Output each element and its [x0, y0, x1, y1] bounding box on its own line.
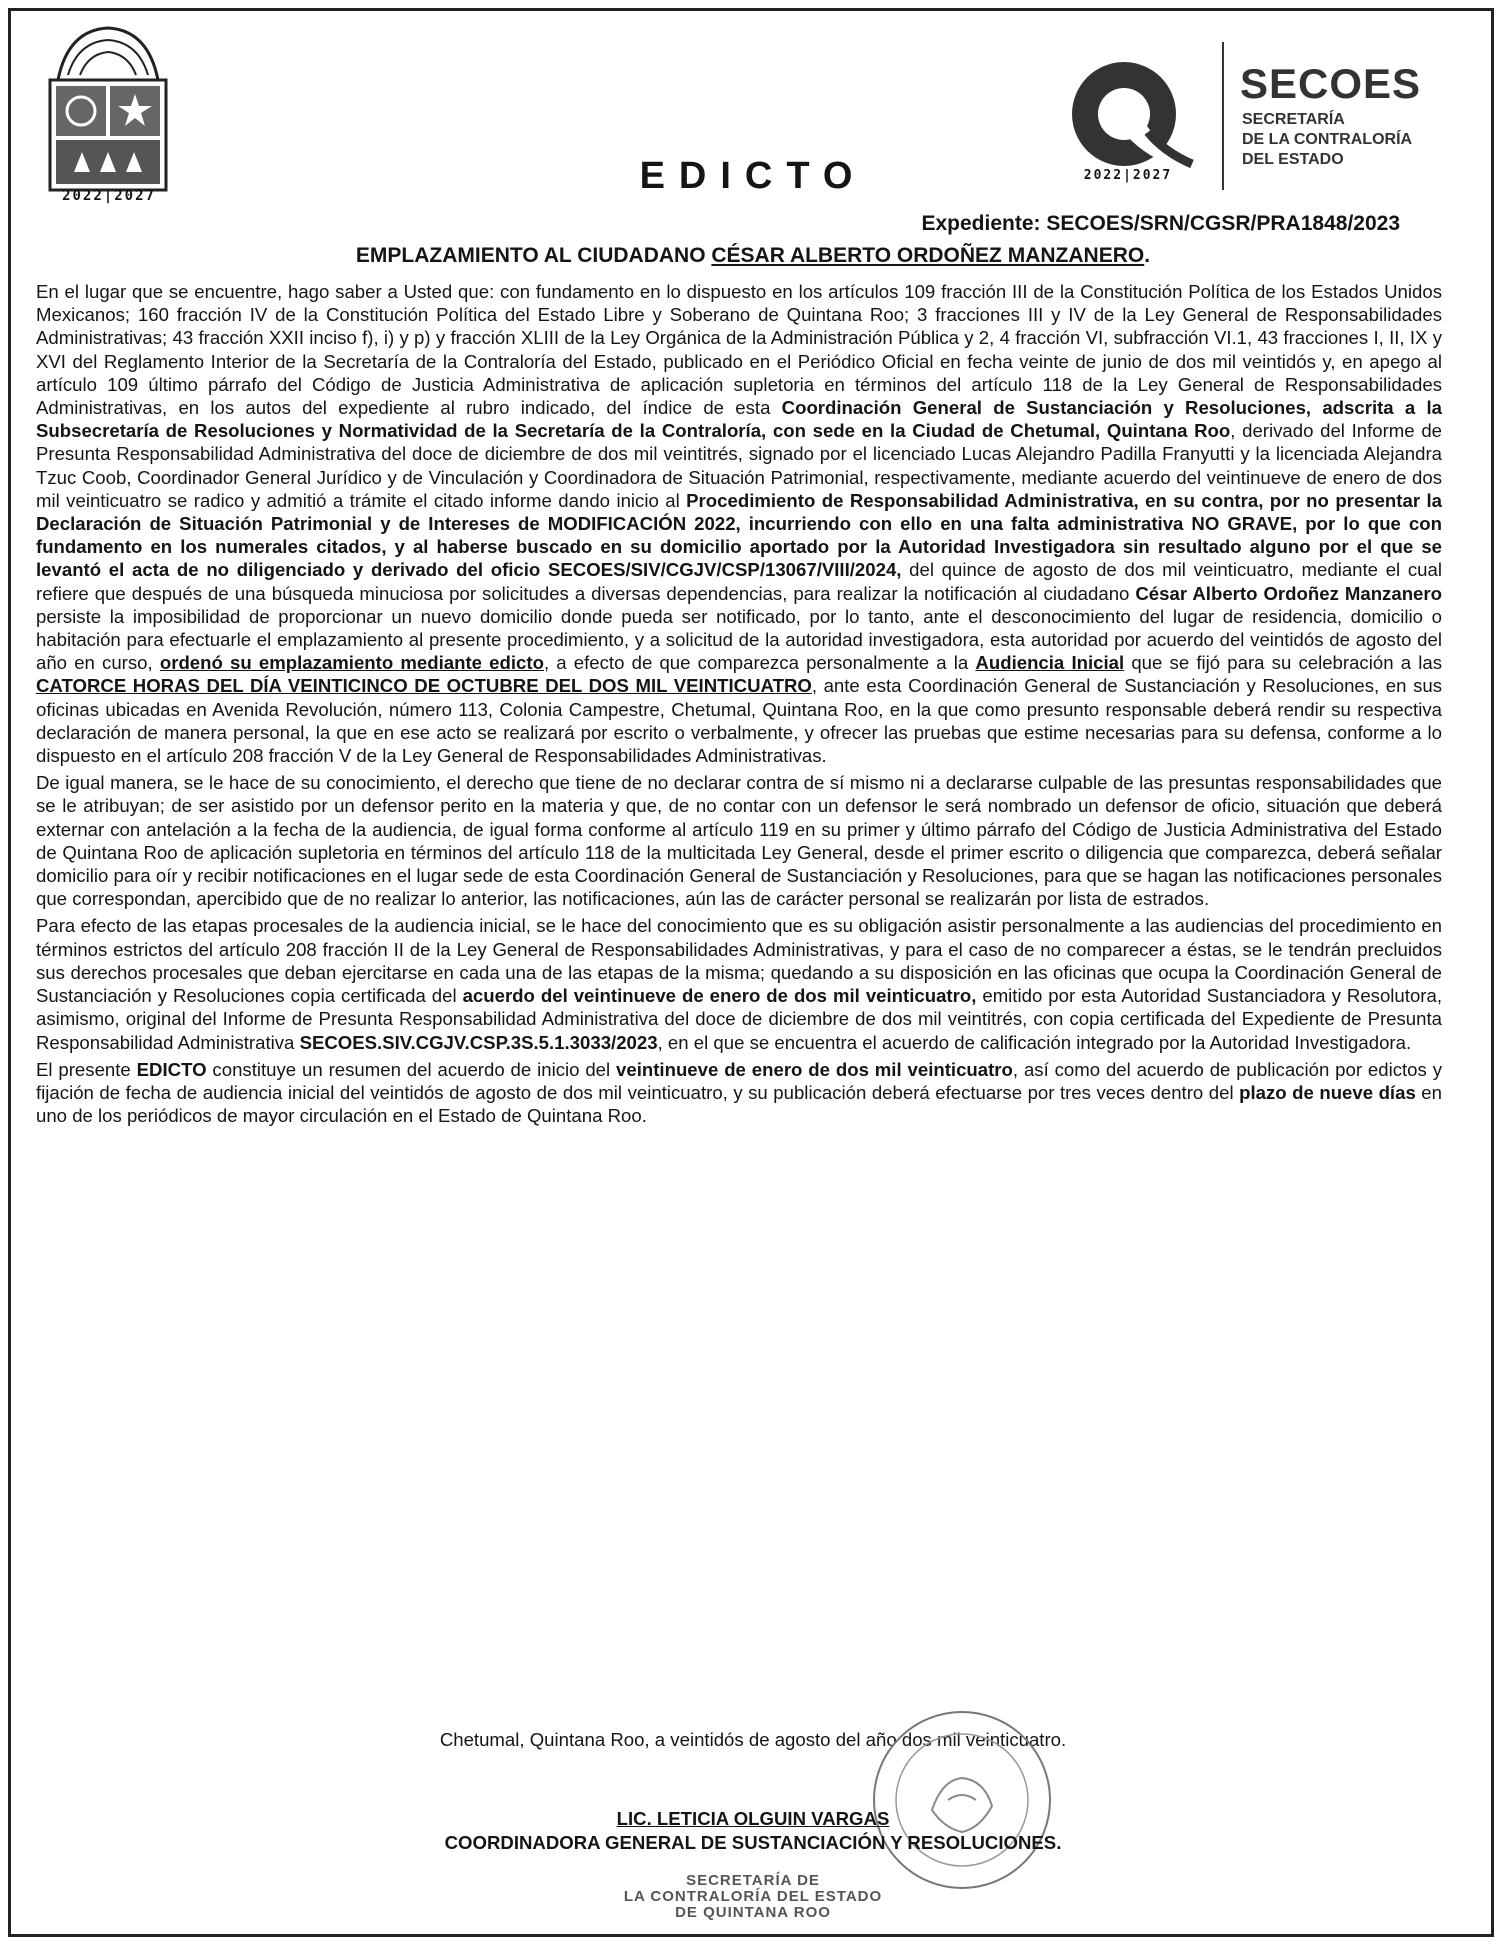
crest-year: 2022|2027: [62, 188, 156, 204]
signer-role: COORDINADORA GENERAL DE SUSTANCIACIÓN Y RESOLUCIONES.: [444, 1832, 1062, 1853]
paragraph-text: Para efecto de las etapas procesales de la audiencia inicial, se le hace del conocimiento que es su obligación asistir personalmente a las audiencias del procedimiento en términos estrictos del artículo 208 fracción II de la Ley General de Responsabilidades Administrativas, y para el caso de no comparecer a éstas, se le tendrán precluidos sus derechos procesales que deban ejercitarse en cada una de las etapas de la misma; quedando a su disposición en las oficinas que ocupa la Coordinación General de Sustanciación y Resoluciones copia certificada del: [36, 915, 1442, 1007]
emplazamiento-heading: [0, 244, 1506, 268]
signer-name: LIC. LETICIA OLGUIN VARGAS: [616, 1808, 890, 1829]
paragraph-text: EDICTO: [136, 1058, 207, 1080]
paragraph-text: César Alberto Ordoñez Manzanero: [1135, 582, 1442, 604]
paragraph-text: acuerdo del veintinueve de enero de dos mil veinticuatro,: [462, 985, 977, 1007]
paragraph-text: El presente: [36, 1058, 137, 1080]
paragraph-text: De igual manera, se le hace de su conocimiento, el derecho que tiene de no declarar contra de sí mismo ni a declararse culpable de las presuntas responsabilidades que se le atribuyan; de ser asistido por un defensor perito en la materia y que, de no contar con un defensor le será nombrado un defensor de oficio, situación que deberá externar con antelación a la fecha de la audiencia, de igual forma conforme al artículo 119 en su primer y último párrafo del Código de Justicia Administrativa del Estado de Quintana Roo de aplicación supletoria en términos del artículo 118 de la multicitada Ley General, desde el primer escrito o diligencia que comparezca, deberá señalar domicilio para oír y recibir notificaciones en el lugar sede de esta Coordinación General de Sustanciación y Resoluciones, para que se hagan las notificaciones personales que correspondan, apercibido que de no realizar lo anterior, las notificaciones, aún las de carácter personal se realizarán por lista de estrados.: [36, 772, 1442, 910]
stamp-line: SECRETARÍA DE: [686, 1872, 820, 1889]
paragraph-text: CATORCE HORAS DEL DÍA VEINTICINCO DE OCTUBRE DEL DOS MIL VEINTICUATRO: [36, 675, 812, 697]
paragraph-text: constituye un resumen del acuerdo de inicio del: [206, 1058, 617, 1080]
citizen-name: CÉSAR ALBERTO ORDOÑEZ MANZANERO: [711, 244, 1145, 267]
paragraph-text: , a efecto de que comparezca personalmente a la: [543, 652, 976, 674]
stamp-line: LA CONTRALORÍA DEL ESTADO: [623, 1888, 883, 1905]
paragraph-text: , ante esta Coordinación General de Sustanciación y Resoluciones, en sus oficinas ubicadas en Avenida Revolución, número 113, Colonia Campestre, Chetumal, Quintana Roo, en la que como presunto responsable deberá rendir su respectiva declaración de manera personal, la que en ese acto se realizará por escrito o verbalmente, y ofrecer las pruebas que estime necesarias para su defensa, conforme a lo dispuesto en el artículo 208 fracción V de la Ley General de Responsabilidades Administrativas.: [36, 675, 1443, 767]
paragraph-text: Coordinación General de Sustanciación y Resoluciones, adscrita a la Subsecretaría de Resoluciones y Normatividad de la Secretaría de la Contraloría, con sede en la Ciudad de Chetumal, Quintana Roo: [36, 397, 1442, 442]
paragraph-text: , derivado del Informe de Presunta Responsabilidad Administrativa del doce de diciembre de dos mil veintitrés, signado por el licenciado Lucas Alejandro Padilla Franyutti y la licenciada Alejandra Tzuc Coob, Coordinador General Jurídico y de Vinculación y Coordinadora de Situación Patrimonial, respectivamente, mediante acuerdo del veintinueve de enero de dos mil veinticuatro se radico y admitió a trámite el citado informe dando inicio al: [36, 420, 1442, 511]
edicto-body: [36, 280, 1442, 1131]
paragraph-text: emitido por esta Autoridad Sustanciadora y Resolutora, asimismo, original del Informe de Presunta Responsabilidad Administrativa del doce de diciembre de dos mil veintitrés, con copia certificada del Expediente de Presunta Responsabilidad Administrativa: [36, 985, 1442, 1053]
paragraph-text: persiste la imposibilidad de proporcionar un nuevo domicilio donde pueda ser notificado, por lo tanto, ante el desconocimiento del lugar de residencia, domicilio o habitación para efectuarle el emplazamiento al presente procedimiento, y a solicitud de la autoridad investigadora, esta autoridad por acuerdo del veintidós de agosto del año en curso,: [36, 605, 1442, 674]
emplazamiento-prefix: EMPLAZAMIENTO AL CIUDADANO: [355, 244, 712, 267]
paragraph-text: del quince de agosto de dos mil veinticuatro, mediante el cual refiere que después de una búsqueda minuciosa por solicitudes a diversas dependencias, para realizar la notificación al ciudadano: [36, 559, 1442, 604]
paragraph-text: , así como del acuerdo de publicación por edictos y fijación de fecha de audiencia inicial del veintidós de agosto de dos mil veinticuatro, y su publicación deberá efectuarse por tres veces dentro del: [36, 1058, 1442, 1103]
expediente-number: Expediente: SECOES/SRN/CGSR/PRA1848/2023: [921, 212, 1400, 235]
stamp-line: DE QUINTANA ROO: [675, 1904, 831, 1921]
paragraph-text: en uno de los periódicos de mayor circulación en el Estado de Quintana Roo.: [36, 1081, 1442, 1127]
paragraph-text: SECOES.SIV.CGJV.CSP.3S.5.1.3033/2023: [299, 1031, 658, 1053]
secretaria-stamp: [0, 1873, 1506, 1921]
paragraph-text: que se fijó para su celebración a las: [1124, 652, 1442, 674]
paragraph-text: plazo de nueve días: [1239, 1081, 1416, 1103]
emplazamiento-suffix: .: [1144, 244, 1151, 267]
body-paragraph: [36, 280, 1442, 767]
secoes-sub-line: SECRETARÍA: [1242, 111, 1345, 128]
page-title: EDICTO: [639, 155, 867, 197]
signature-place-date: Chetumal, Quintana Roo, a veintidós de agosto del año dos mil veinticuatro.: [439, 1729, 1067, 1750]
paragraph-text: Procedimiento de Responsabilidad Administrativa, en su contra, por no presentar la Declaración de Situación Patrimonial y de Intereses de MODIFICACIÓN 2022, incurriendo con ello en una falta administrativa NO GRAVE, por lo que con fundamento en los numerales citados, y al haberse buscado en su domicilio aportado por la Autoridad Investigadora sin resultado alguno por el que se levantó el acta de no diligenciado y derivado del oficio SECOES/SIV/CGJV/CSP/13067/VIII/2024,: [36, 489, 1442, 581]
body-paragraph: [36, 771, 1442, 910]
paragraph-text: ordenó su emplazamiento mediante edicto: [159, 652, 544, 674]
secoes-name: SECOES: [1240, 60, 1422, 107]
secoes-sub-line: DEL ESTADO: [1242, 151, 1344, 168]
paragraph-text: En el lugar que se encuentre, hago saber a Usted que: con fundamento en lo dispuesto en los artículos 109 fracción III de la Constitución Política de los Estados Unidos Mexicanos; 160 fracción IV de la Constitución Política del Estado Libre y Soberano de Quintana Roo; 3 fracciones III y IV de la Ley General de Responsabilidades Administrativas; 43 fracción XXII inciso f), i) y p) y fracción XLIII de la Ley Orgánica de la Administración Pública y 2, 4 fracción VI, subfracción VI.1, 43 fracciones I, II, IX y XVI del Reglamento Interior de la Secretaría de la Contraloría del Estado, publicado en el Periódico Oficial en fecha veinte de junio de dos mil veintidós y, en apego al artículo 109 último párrafo del Código de Justicia Administrativa de aplicación supletoria en términos del artículo 118 de la Ley General de Responsabilidades Administrativas, en los autos del expediente al rubro indicado, del índice de esta: [36, 281, 1442, 419]
paragraph-text: Audiencia Inicial: [975, 652, 1125, 674]
official-seal-icon: [862, 1700, 1062, 1900]
secoes-subtitle: [1242, 110, 1412, 170]
header-divider: [1222, 42, 1224, 190]
body-paragraph: [36, 914, 1442, 1053]
paragraph-text: veintinueve de enero de dos mil veinticuatro: [616, 1058, 1013, 1080]
paragraph-text: , en el que se encuentra el acuerdo de calificación integrado por la Autoridad Investigadora.: [657, 1031, 1412, 1053]
body-paragraph: [36, 1058, 1442, 1128]
q-logo-year: 2022|2027: [1083, 168, 1173, 183]
secoes-sub-line: DE LA CONTRALORÍA: [1242, 131, 1413, 148]
